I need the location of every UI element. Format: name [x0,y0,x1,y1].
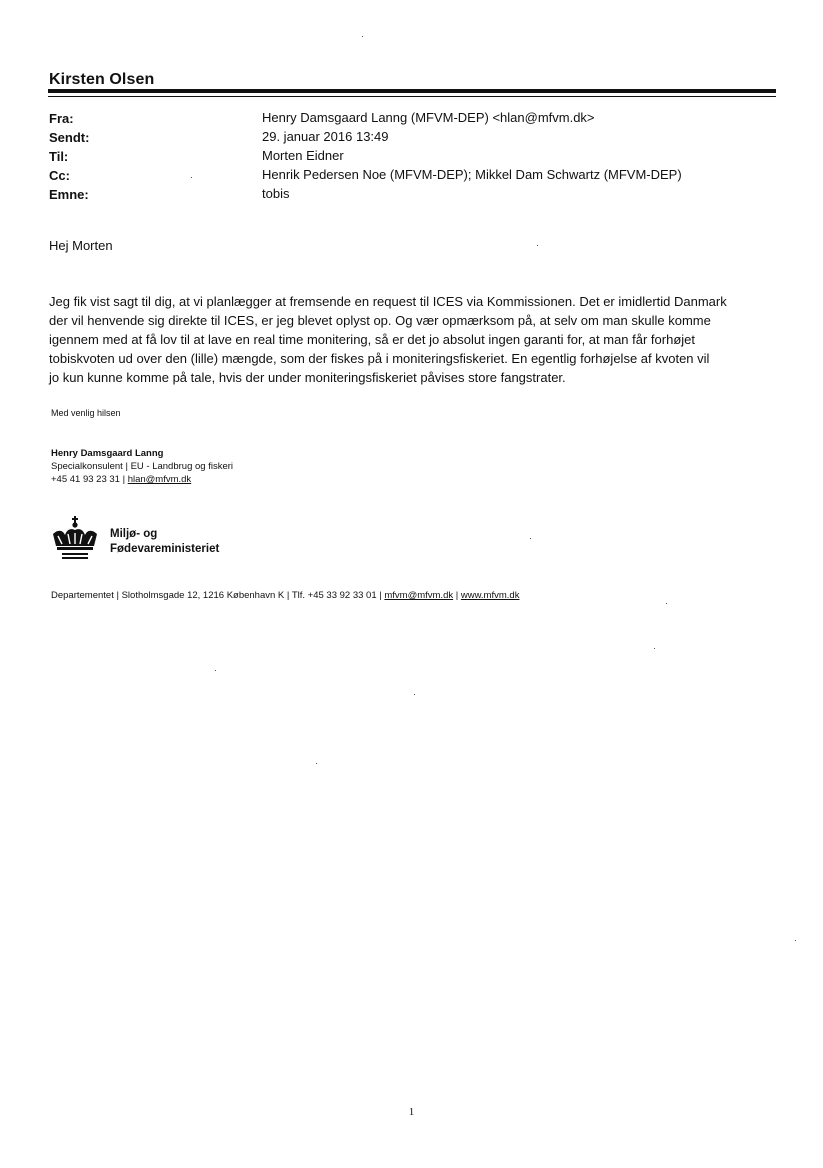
scan-speck [666,603,667,604]
footer-address: Departementet | Slotholmsgade 12, 1216 København K | Tlf. +45 33 92 33 01 | [51,590,385,601]
ministry-name-line1: Miljø- og [110,528,158,540]
greeting: Hej Morten [49,238,113,253]
footer-website-link[interactable]: www.mfvm.dk [460,590,520,601]
body-line: der vil henvende sig direkte til ICES, er jeg blevet oplyst op. Og vær opmærksom på, at selv om man skulle komme [49,313,711,328]
from-label: Fra: [49,111,74,126]
crown-icon [50,516,110,562]
header-rule-thick [48,89,776,93]
email-owner-name: Kirsten Olsen [49,71,155,88]
signature-email-link[interactable]: hlan@mfvm.dk [127,474,192,485]
signature-phone: +45 41 93 23 31 | [51,474,128,485]
signature-title: Specialkonsulent | EU - Landbrug og fiskeri [51,461,234,472]
body-line: Jeg fik vist sagt til dig, at vi planlægger at fremsende en request til ICES via Kommissionen. Det er imidlertid Danmark [49,294,727,309]
ministry-name-line2: Fødevareministeriet [110,543,220,555]
page-number: 1 [408,1106,415,1118]
signature-name: Henry Damsgaard Lanng [51,448,164,459]
ministry-logo-text [110,527,219,557]
sent-value: 29. januar 2016 13:49 [262,129,389,144]
scan-speck [316,763,317,764]
from-value: Henry Damsgaard Lanng (MFVM-DEP) <hlan@mfvm.dk> [262,110,595,125]
subject-value: tobis [262,186,290,201]
footer [51,590,519,601]
header-rule-thin [48,96,776,97]
scan-speck [795,940,796,941]
scan-speck [530,538,531,539]
scan-speck [654,648,655,649]
subject-label: Emne: [49,187,89,202]
body-line: igennem med at få lov til at lave en real time monitering, så er det jo absolut ingen garanti for, at man får forhøjet [49,332,696,347]
scan-speck [537,245,538,246]
scan-speck [215,670,216,671]
scan-speck [362,36,363,37]
message-body [49,292,794,387]
to-label: Til: [49,149,69,164]
footer-email-link[interactable]: mfvm@mfvm.dk [384,590,454,601]
footer-separator: | [453,590,461,601]
body-line: tobiskvoten ud over den (lille) mængde, som der fiskes på i moniteringsfiskeriet. En egentlig forhøjelse af kvoten vil [49,351,710,366]
to-value: Morten Eidner [262,148,344,163]
cc-value: Henrik Pedersen Noe (MFVM-DEP); Mikkel Dam Schwartz (MFVM-DEP) [262,167,682,182]
scan-speck [414,694,415,695]
closing: Med venlig hilsen [51,408,121,418]
cc-label: Cc: [49,168,70,183]
sent-label: Sendt: [49,130,90,145]
body-line: jo kun kunne komme på tale, hvis der under moniteringsfiskeriet påvises store fangstrater. [49,370,566,385]
scan-speck [191,177,192,178]
signature-contact [51,474,191,485]
